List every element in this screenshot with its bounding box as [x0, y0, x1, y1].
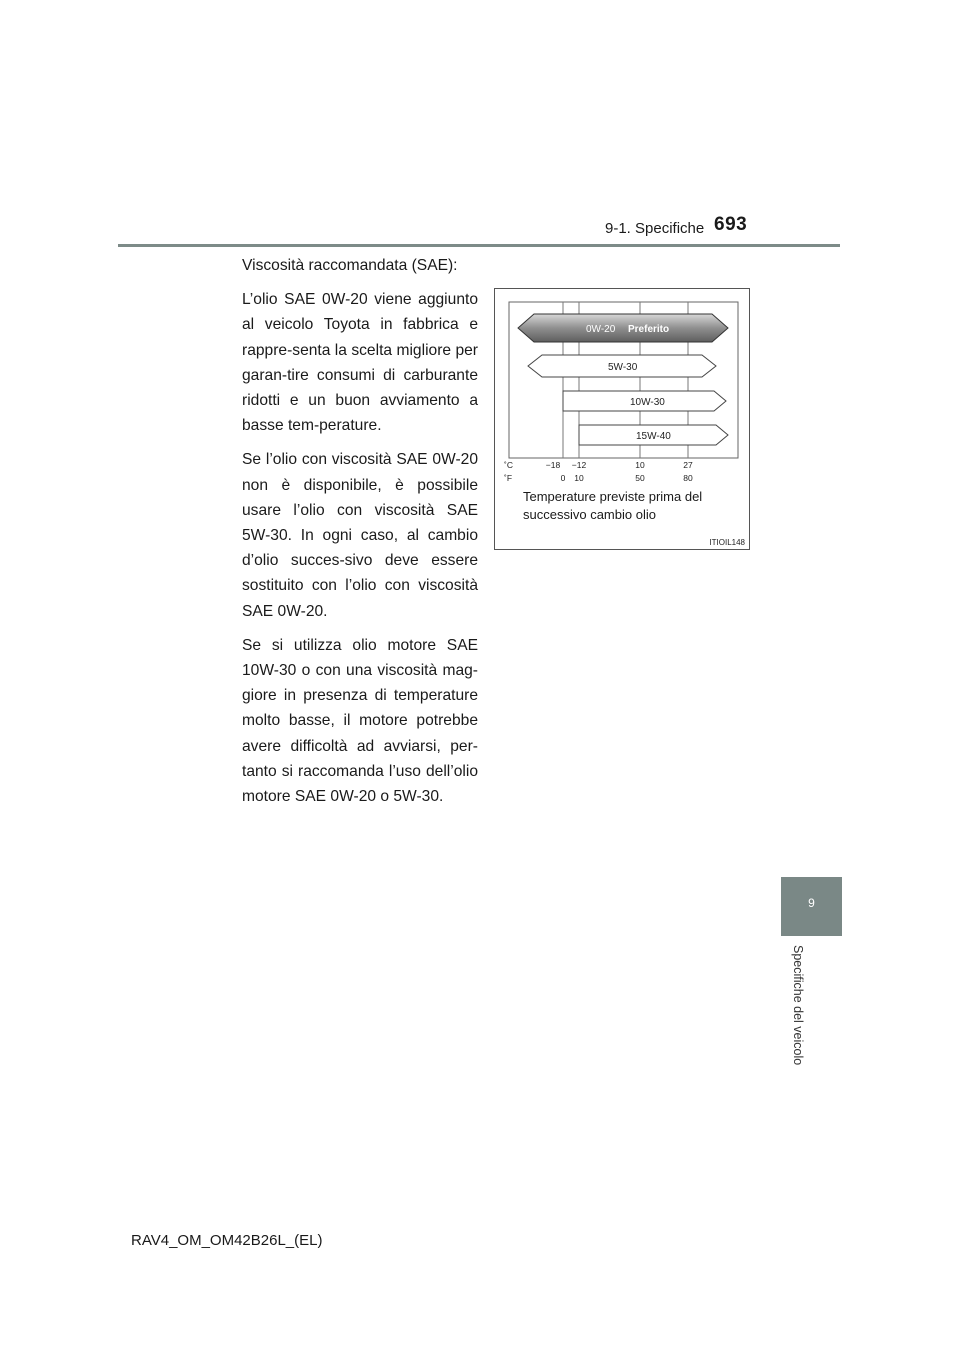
celsius-tick-1: −18 — [545, 460, 561, 470]
paragraph-1: L’olio SAE 0W-20 viene aggiunto al veicolo Toyota in fabbrica e rappre-senta la scelta migliore per garan-tire consumi di carburante ridotti e un buon avviamento a basse tem-perature. — [242, 291, 478, 435]
header-rule — [118, 244, 840, 247]
chapter-tab: 9 — [781, 877, 842, 936]
bar-5w30-label: 5W-30 — [608, 362, 638, 373]
bar-0w20-tag: Preferito — [628, 324, 670, 335]
figure-id: ITIOIL148 — [709, 538, 745, 547]
bar-10w30-label: 10W-30 — [630, 397, 665, 408]
celsius-tick-3: 10 — [635, 460, 645, 470]
fahrenheit-tick-1: 0 — [560, 473, 566, 483]
page-number: 693 — [714, 214, 748, 235]
fahrenheit-tick-4: 80 — [683, 473, 693, 483]
celsius-unit: ˚C — [504, 460, 513, 470]
paragraph-3: Se si utilizza olio motore SAE 10W-30 o con una viscosità mag-giore in presenza di temperature molto basse, il motore potrebbe avere difficoltà ad avviarsi, per-tanto si raccomanda l’uso dell’olio motore SAE 0W-20 o 5W-30. — [242, 636, 478, 806]
bar-15w40-label: 15W-40 — [636, 431, 671, 442]
fahrenheit-unit: ˚F — [504, 473, 513, 483]
diagram-caption-line2: successivo cambio olio — [523, 507, 656, 522]
celsius-tick-4: 27 — [683, 460, 693, 470]
section-title: 9-1. Specifiche — [605, 220, 705, 237]
body-text — [242, 253, 478, 818]
viscosity-heading: Viscosità raccomandata (SAE): — [242, 257, 458, 274]
chapter-label-text: Specifiche del veicolo — [791, 945, 805, 1066]
fahrenheit-tick-3: 50 — [635, 473, 645, 483]
chapter-label — [771, 945, 831, 1085]
celsius-tick-2: −12 — [571, 460, 587, 470]
diagram-caption-line1: Temperature previste prima del — [523, 489, 703, 504]
bar-0w20 — [518, 314, 728, 342]
footer-doc-code: RAV4_OM_OM42B26L_(EL) — [131, 1232, 323, 1249]
bar-0w20-label: 0W-20 — [586, 324, 616, 335]
viscosity-diagram — [494, 288, 750, 550]
fahrenheit-tick-2: 10 — [574, 473, 584, 483]
paragraph-2: Se l’olio con viscosità SAE 0W-20 non è disponibile, è possibile usare l’olio con viscosità SAE 5W-30. In ogni caso, al cambio d’olio succes-sivo deve essere sostituito con l’olio con viscosità SAE 0W-20. — [242, 451, 478, 620]
